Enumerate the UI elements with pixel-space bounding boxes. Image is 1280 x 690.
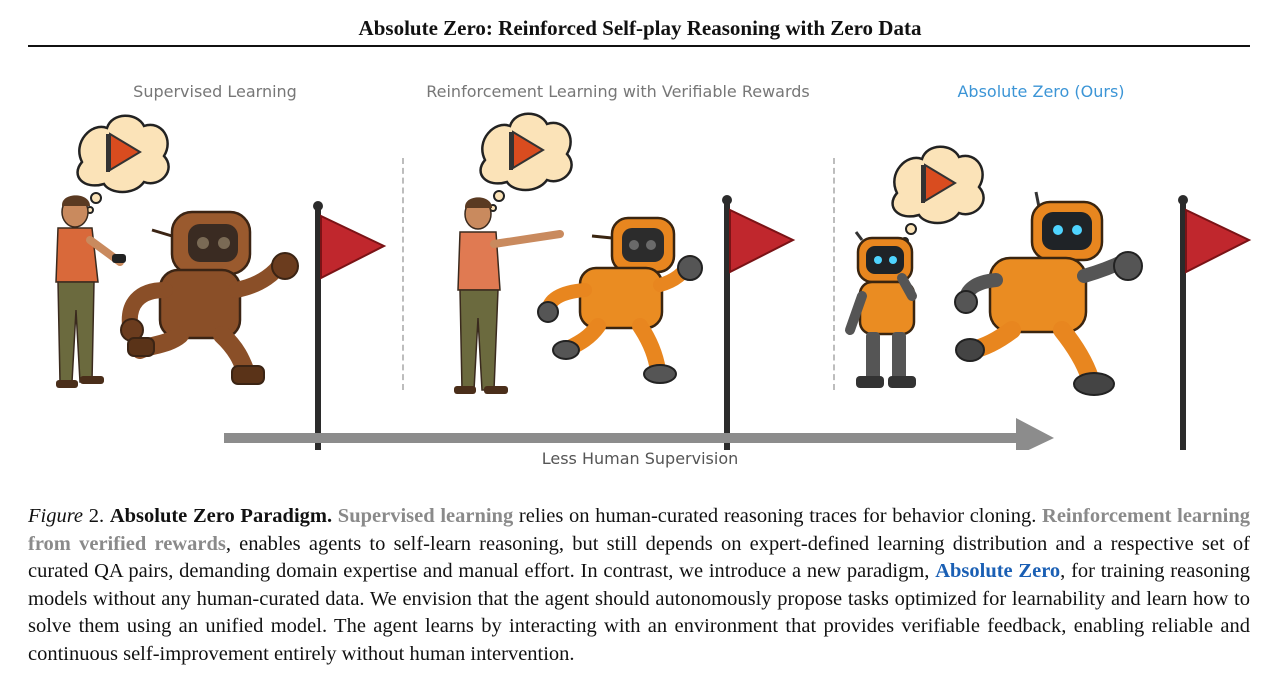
caption-text-2: , enables agents to self-learn reasoning, but still depends on expert-defined learning distribution and a respective set of curated QA pairs, demanding domain expertise and manual effort. In contrast, we introduce a new paradigm,: [28, 532, 1250, 582]
caption-text-1: relies on human-curated reasoning traces for behavior cloning.: [513, 505, 1043, 527]
thought-bubble-1: [78, 116, 169, 213]
thought-bubble-2: [481, 114, 572, 211]
paper-title: Absolute Zero: Reinforced Self-play Reasoning with Zero Data: [358, 16, 922, 40]
arrow-label: Less Human Supervision: [541, 449, 739, 468]
figure-number: 2.: [88, 505, 105, 527]
figure-illustration: [0, 100, 1280, 450]
caption-heading: Absolute Zero Paradigm.: [109, 505, 333, 527]
less-supervision-arrow: [224, 418, 1054, 450]
panel-label-supervised: Supervised Learning: [133, 82, 297, 101]
small-thinking-robot: [850, 232, 916, 388]
big-running-robot: [955, 192, 1142, 395]
panel-label-rlvr: Reinforcement Learning with Verifiable Rewards: [426, 82, 810, 101]
goal-flag-2: [699, 195, 793, 450]
figure-label: Figure: [28, 505, 84, 527]
human-with-controller: [56, 195, 126, 388]
human-pointing: [454, 197, 560, 394]
orange-robot-rlvr: [538, 218, 702, 383]
panel-label-absolute-zero: Absolute Zero (Ours): [957, 82, 1125, 101]
thought-bubble-3: [893, 147, 984, 244]
caption-term-rlvr: Reinforcement learning from verified rewards: [28, 505, 1251, 555]
caption-term-supervised: Supervised learning: [337, 505, 514, 527]
figure-caption: [28, 503, 1250, 668]
caption-term-absolute-zero: Absolute Zero: [935, 560, 1061, 582]
goal-flag-3: [1155, 195, 1249, 450]
goal-flag-1: [290, 201, 384, 450]
rusty-robot: [121, 212, 298, 384]
title-rule: [28, 45, 1250, 47]
caption-text-3: , for training reasoning models without any human-curated data. We envision that the agent should autonomously propose tasks optimized for learnability and learn how to solve them using an unified model. The agent learns by interacting with an environment that provides verifiable feedback, enabling reliable and continuous self-improvement entirely without human intervention.: [28, 560, 1250, 665]
